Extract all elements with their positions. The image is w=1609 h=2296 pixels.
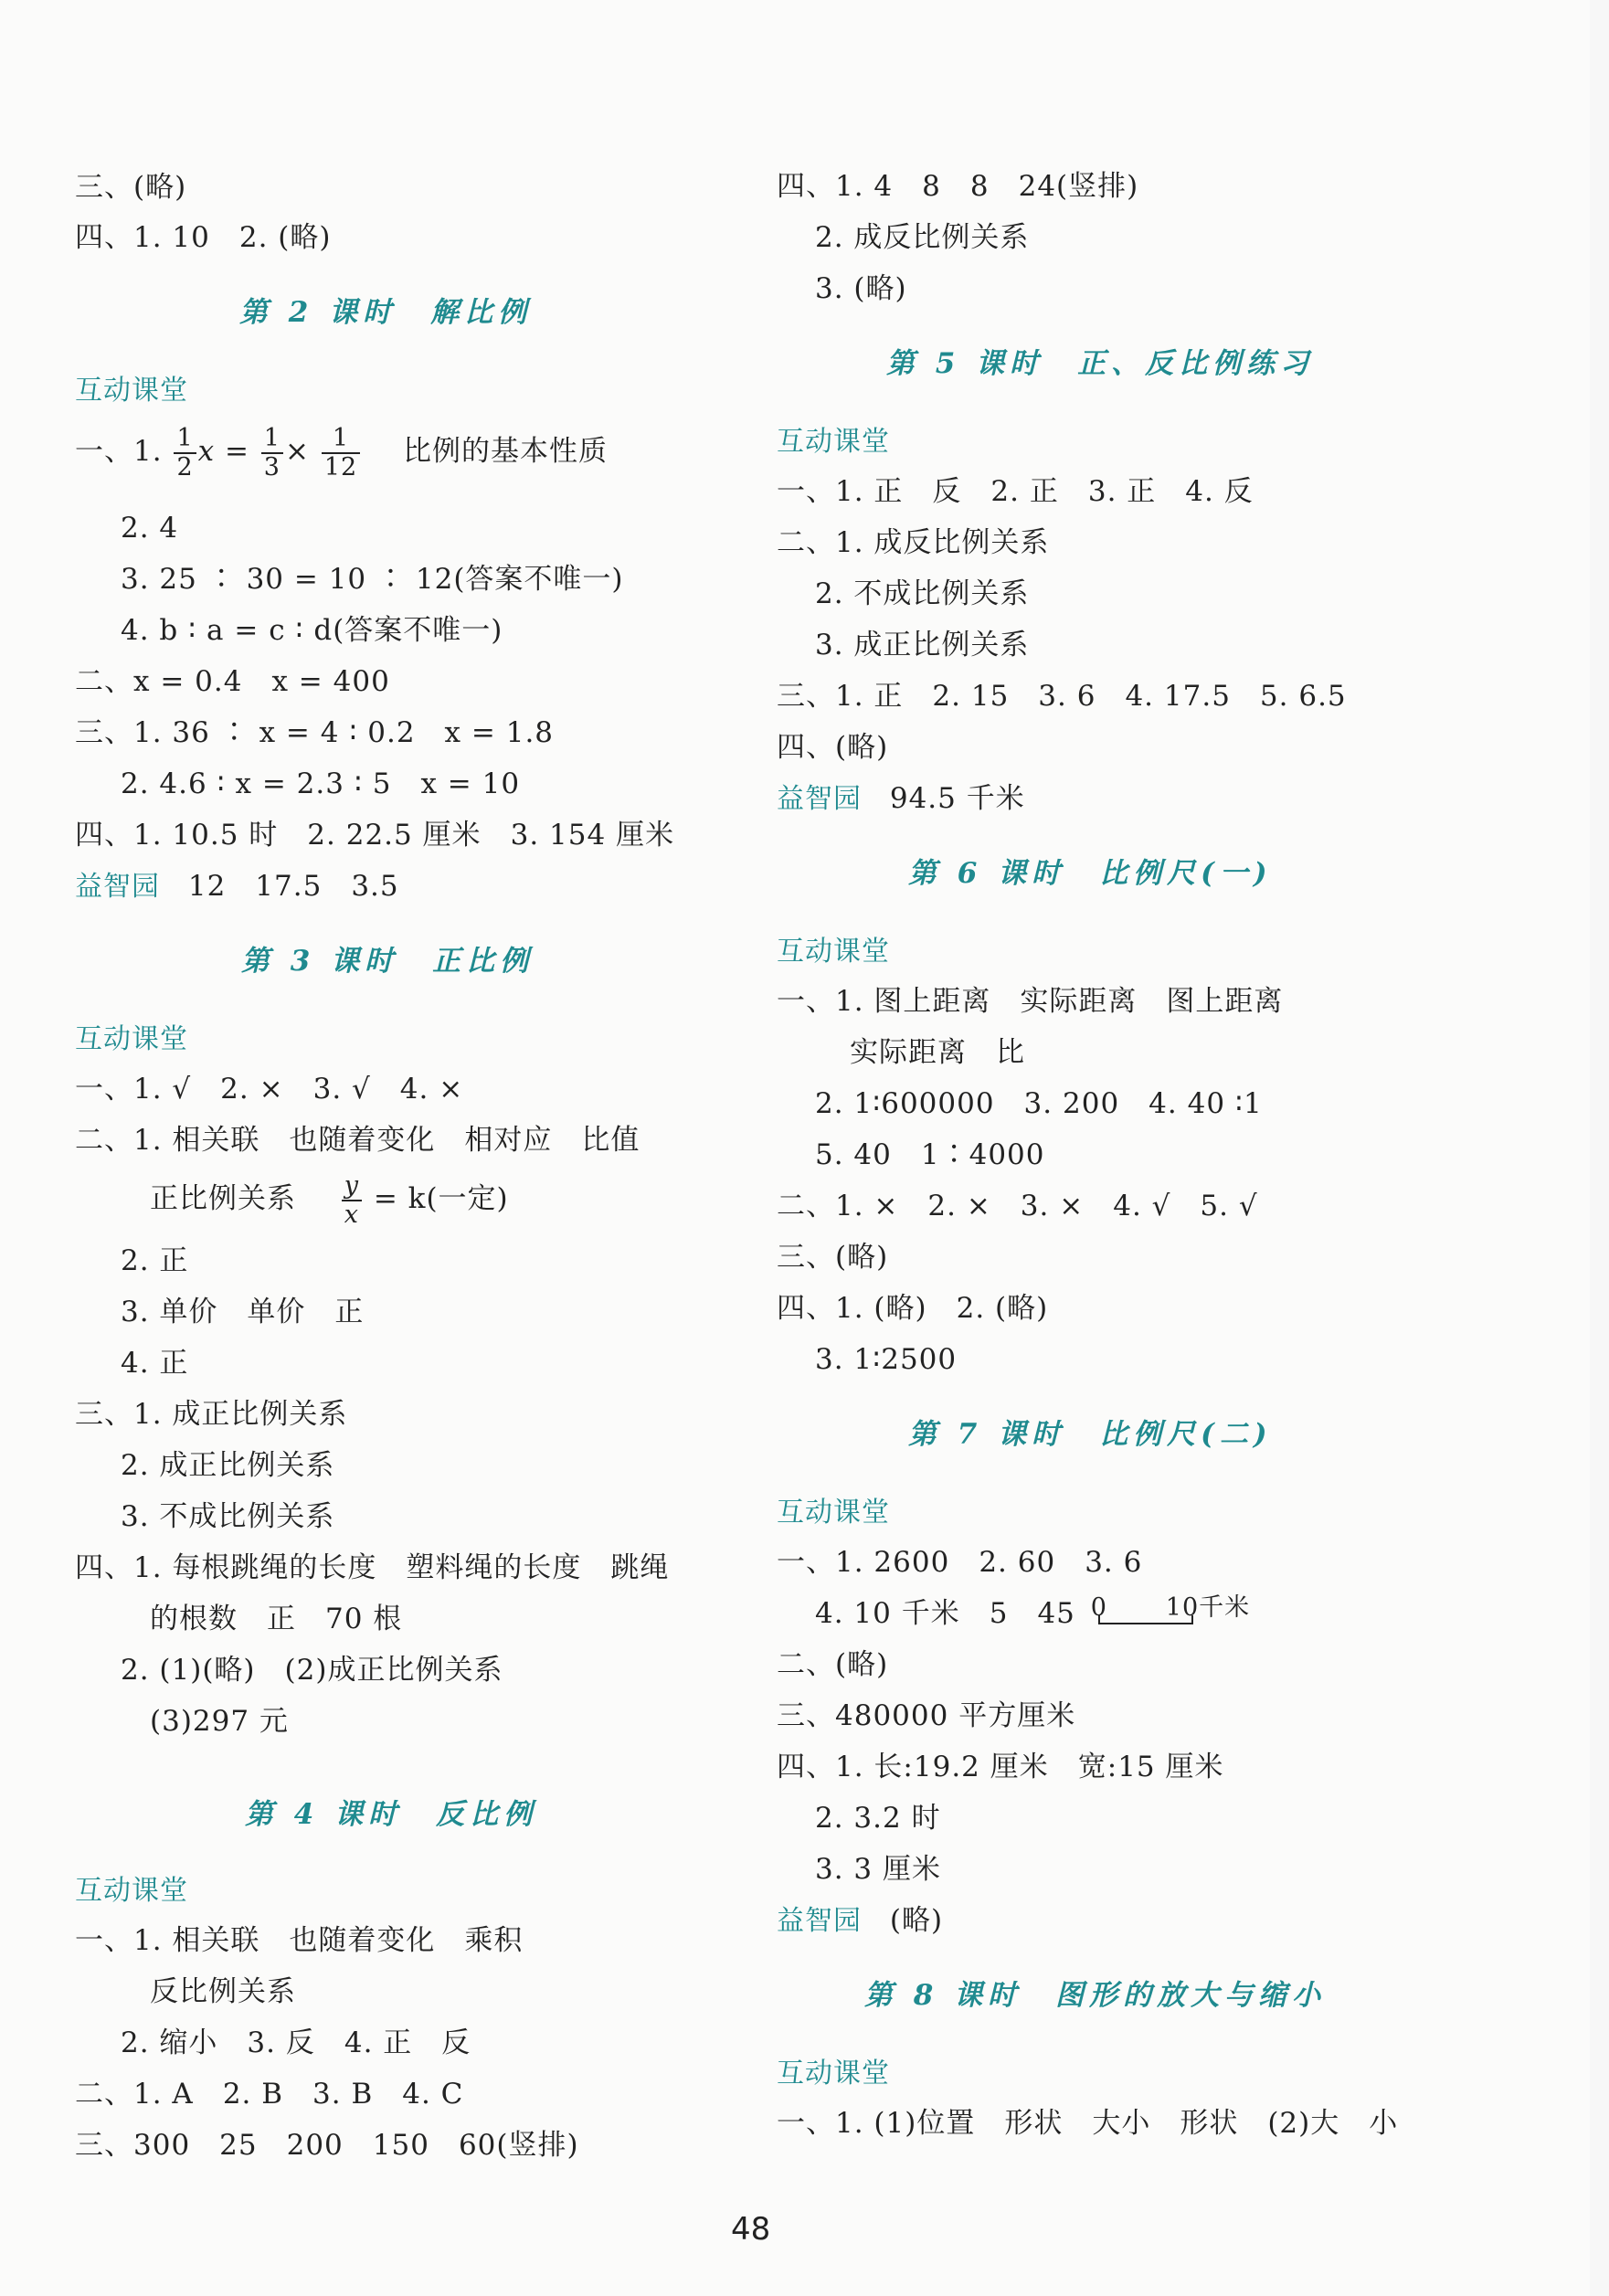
answer-line: 三、480000 平方厘米 [777, 1699, 1076, 1732]
section-heading: 互动课堂 [75, 1875, 188, 1907]
answer-line: 2. 成反比例关系 [815, 221, 1030, 254]
section-heading: 互动课堂 [75, 1023, 188, 1055]
answer-line: 5. 40 1∶4000 [815, 1138, 1045, 1171]
answer-line: 一、1. 2600 2. 60 3. 6 [777, 1546, 1143, 1579]
answer-line: 一、1. 相关联 也随着变化 乘积 [75, 1924, 524, 1957]
fraction: $\frac{1}{3}$ [261, 425, 283, 481]
answer-line: 二、(略) [777, 1648, 889, 1681]
answer-line: 益智园 (略) [777, 1904, 944, 1937]
answer-line: 四、(略) [777, 731, 889, 764]
answer-line: 一、1. 图上距离 实际距离 图上距离 [777, 985, 1284, 1018]
fraction: $\frac{y}{x}$ [342, 1172, 362, 1229]
lesson-title: 第 5 课时 正、反比例练习 [886, 347, 1315, 380]
answer-line: 3. 3 厘米 [815, 1853, 942, 1886]
answer-line: 的根数 正 70 根 [150, 1603, 403, 1635]
answer-line: 四、1. 10.5 时 2. 22.5 厘米 3. 154 厘米 [75, 819, 675, 852]
fraction: $\frac{1}{2}$ [174, 425, 196, 481]
answer-line: 三、1. 成正比例关系 [75, 1398, 348, 1431]
lesson-title: 第 8 课时 图形的放大与缩小 [864, 1979, 1327, 2012]
answer-line: 四、1. 10 2. (略) [75, 221, 332, 254]
answer-line: 四、1. (略) 2. (略) [777, 1292, 1049, 1325]
answer-line: 四、1. 每根跳绳的长度 塑料绳的长度 跳绳 [75, 1551, 670, 1584]
answer-line: 二、x = 0.4 x = 400 [75, 665, 390, 698]
lesson-title: 第 6 课时 比例尺(一) [908, 857, 1273, 890]
answer-line: 4. 正 [121, 1347, 189, 1380]
answer-line: 实际距离 比 [850, 1036, 1025, 1069]
answer-line: 4. 10 千米 5 45 0 10千米 [815, 1593, 1251, 1630]
answer-line: 三、(略) [75, 171, 187, 204]
section-heading: 互动课堂 [777, 2058, 890, 2090]
answer-line: 2. 缩小 3. 反 4. 正 反 [121, 2026, 471, 2059]
answer-line: 2. (1)(略) (2)成正比例关系 [121, 1654, 503, 1687]
answer-line: 3. (略) [815, 272, 907, 305]
scale-bar: 0 10千米 [1085, 1595, 1223, 1628]
answer-line: (3)297 元 [150, 1705, 289, 1738]
answer-line: 一、1. √ 2. × 3. √ 4. × [75, 1073, 464, 1106]
answer-line: 反比例关系 [150, 1975, 296, 2008]
answer-line: 3. 单价 单价 正 [121, 1296, 365, 1328]
answer-line: 2. 4 [121, 512, 179, 545]
section-heading: 益智园 [75, 871, 160, 903]
answer-line: 2. 正 [121, 1244, 189, 1277]
section-heading: 互动课堂 [777, 426, 890, 458]
answer-line-fraction: 一、1. $\frac{1}{2}$ x = $\frac{1}{3}$ × $\frac{1}{12}$ 比例的基本性质 [75, 423, 609, 481]
answer-line: 2. 成正比例关系 [121, 1449, 335, 1482]
fraction: $\frac{1}{12}$ [322, 425, 360, 481]
answer-line: 一、1. (1)位置 形状 大小 形状 (2)大 小 [777, 2107, 1399, 2140]
section-heading: 互动课堂 [75, 375, 188, 407]
answer-line: 二、1. A 2. B 3. B 4. C [75, 2078, 464, 2111]
section-heading: 益智园 [777, 783, 862, 815]
answer-line: 二、1. 相关联 也随着变化 相对应 比值 [75, 1124, 640, 1157]
answer-line: 二、1. × 2. × 3. × 4. √ 5. √ [777, 1190, 1258, 1222]
lesson-title: 第 4 课时 反比例 [245, 1798, 538, 1831]
section-heading: 互动课堂 [777, 936, 890, 968]
answer-line: 4. b ∶ a = c ∶ d(答案不唯一) [121, 614, 503, 647]
answer-line: 3. 25 ∶ 30 = 10 ∶ 12(答案不唯一) [121, 563, 624, 596]
answer-line: 三、300 25 200 150 60(竖排) [75, 2129, 579, 2162]
answer-line: 2. 4.6 ∶ x = 2.3 ∶ 5 x = 10 [121, 767, 521, 800]
section-heading: 互动课堂 [777, 1497, 890, 1529]
answer-line: 三、(略) [777, 1241, 889, 1274]
answer-line: 四、1. 4 8 8 24(竖排) [777, 170, 1139, 203]
answer-line: 3. 不成比例关系 [121, 1500, 335, 1533]
answer-line: 三、1. 36 ∶ x = 4 ∶ 0.2 x = 1.8 [75, 716, 555, 749]
lesson-title: 第 7 课时 比例尺(二) [908, 1418, 1273, 1451]
lesson-title: 第 3 课时 正比例 [241, 945, 535, 978]
answer-line: 一、1. 正 反 2. 正 3. 正 4. 反 [777, 475, 1254, 508]
answer-line: 益智园 94.5 千米 [777, 782, 1025, 815]
answer-line: 二、1. 成反比例关系 [777, 526, 1050, 559]
section-heading: 益智园 [777, 1905, 862, 1937]
answer-line: 2. 不成比例关系 [815, 577, 1030, 610]
answer-line: 3. 1∶2500 [815, 1343, 958, 1376]
lesson-title: 第 2 课时 解比例 [239, 296, 533, 329]
answer-line: 益智园 12 17.5 3.5 [75, 870, 399, 903]
answer-line: 三、1. 正 2. 15 3. 6 4. 17.5 5. 6.5 [777, 680, 1347, 713]
answer-line: 3. 成正比例关系 [815, 629, 1030, 661]
answer-line-fraction: 正比例关系 $\frac{y}{x}$ = k(一定) [150, 1170, 509, 1229]
answer-line: 四、1. 长:19.2 厘米 宽:15 厘米 [777, 1751, 1224, 1783]
answer-line: 2. 3.2 时 [815, 1802, 941, 1835]
page-number: 48 [731, 2211, 771, 2248]
answer-line: 2. 1∶600000 3. 200 4. 40 ∶1 [815, 1087, 1263, 1120]
